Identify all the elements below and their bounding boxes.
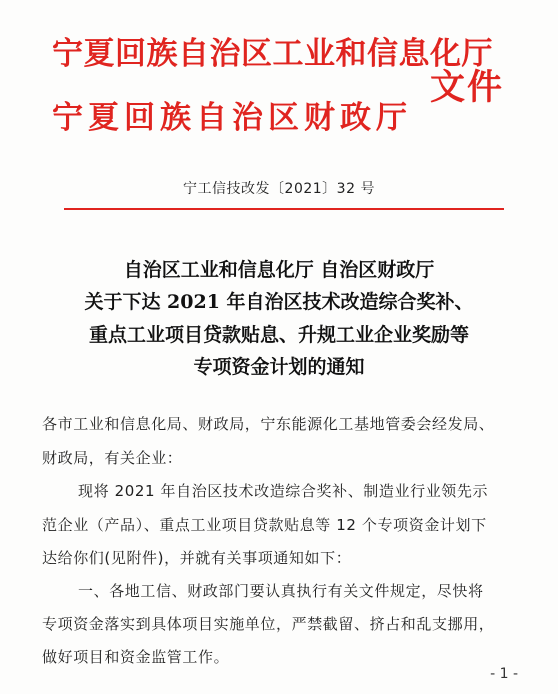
body-line-4: 范企业（产品）、重点工业项目贷款贴息等 12 个专项资金计划下 [42, 516, 487, 534]
title-line-4: 专项资金计划的通知 [193, 356, 365, 378]
body-line-2: 财政局，有关企业： [42, 449, 183, 467]
letterhead-line-1: 宁夏回族自治区工业和信息化厅 [52, 36, 493, 72]
page-number: - 1 - [490, 666, 518, 682]
red-divider [64, 208, 504, 210]
body-line-6: 一、各地工信、财政部门要认真执行有关文件规定，尽快将 [78, 582, 484, 600]
title-line-3: 重点工业项目贷款贴息、升规工业企业奖励等 [88, 324, 469, 346]
body-line-7: 专项资金落实到具体项目实施单位，严禁截留、挤占和乱支挪用， [42, 615, 495, 633]
body-line-8: 做好项目和资金监管工作。 [42, 648, 230, 666]
body-line-5: 达给你们(见附件)，并就有关事项通知如下： [42, 549, 352, 567]
title-line-2: 关于下达 2021 年自治区技术改造综合奖补、 [84, 291, 474, 313]
letterhead-suffix: 文件 [430, 67, 505, 108]
letterhead-line-2: 宁夏回族自治区财政厅 [52, 100, 412, 136]
body-line-1: 各市工业和信息化局、财政局，宁东能源化工基地管委会经发局、 [42, 415, 495, 433]
body-line-3: 现将 2021 年自治区技术改造综合奖补、制造业行业领先示 [78, 482, 489, 500]
document-number: 宁工信技改发〔2021〕32 号 [183, 181, 375, 197]
title-line-1: 自治区工业和信息化厅 自治区财政厅 [123, 259, 435, 281]
